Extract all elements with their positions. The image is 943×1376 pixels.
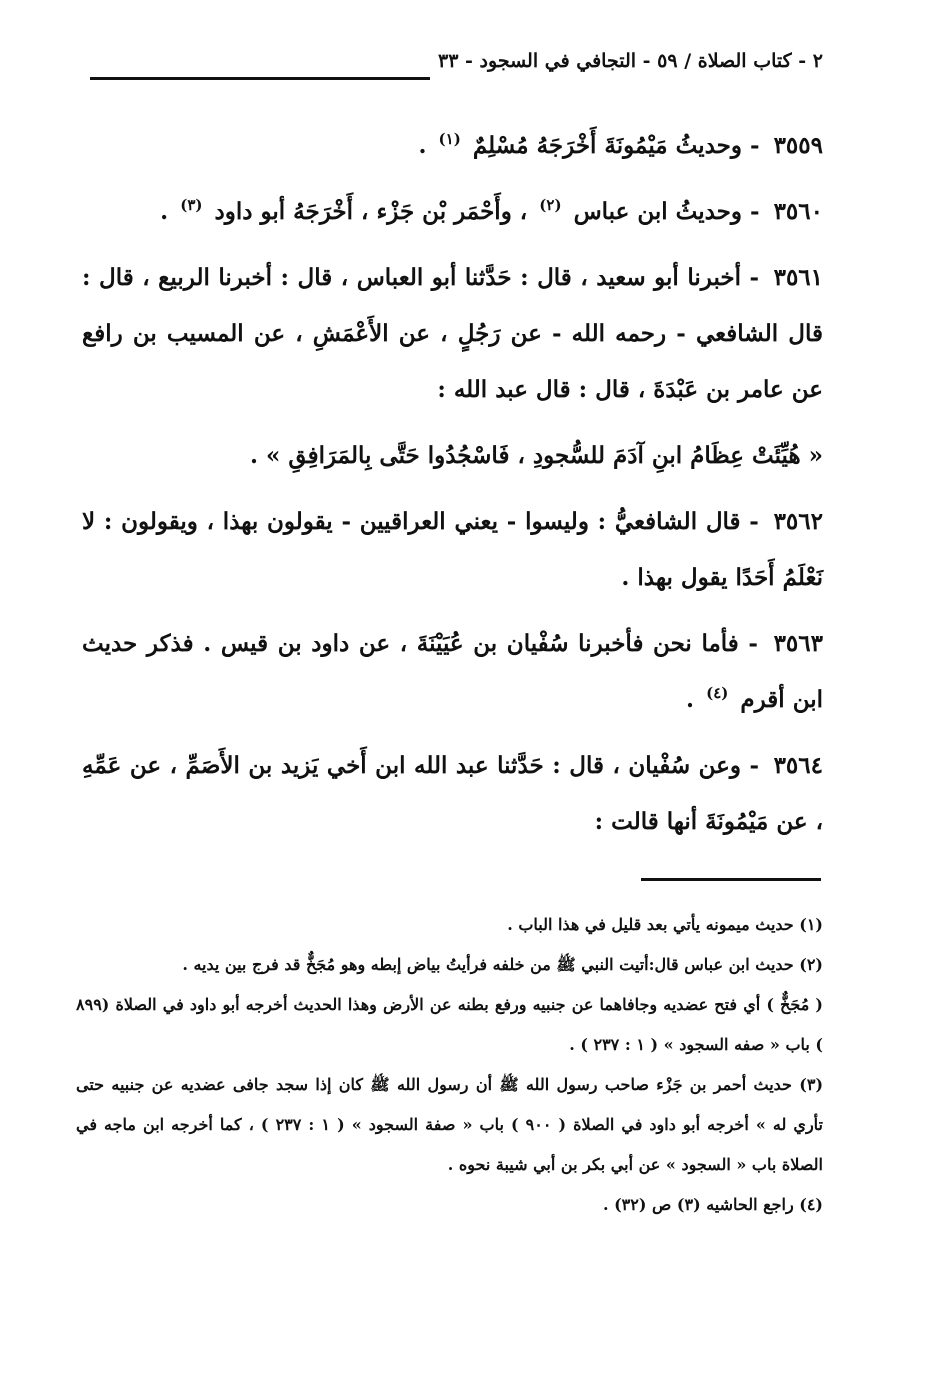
hadith-number: ٣٥٦٣ [773,630,823,657]
paragraph-end: . [418,132,427,159]
paragraph-text: - وحديثُ مَيْمُونَةَ أَخْرَجَهُ مُسْلِمٌ [472,132,760,159]
running-header [90,50,823,84]
paragraph-text: - وعن سُفْيان ، قال : حَدَّثنا عبد الله ابن أَخي يَزيد بن الأَصَمِّ ، عن عَمِّهِ ، عن مَيْمُونَةَ أنها قالت : [82,752,823,835]
paragraph-text: - فأما نحن فأخبرنا سُفْيان بن عُيَيْنَةَ ، عن داود بن قيس . فذكر حديث ابن أقرم [82,630,823,713]
paragraph-end: . [686,686,695,713]
quote-text: « هُيِّئَتْ عِظَامُ ابنِ آدَمَ للسُّجودِ ، فَاسْجُدُوا حَتَّى بِالمَرَافِقِ » . [250,442,823,469]
hadith-quote [82,428,823,484]
footnote-ref[interactable]: (٤) [706,684,729,703]
paragraph-text: - قال الشافعيُّ : وليسوا - يعني العراقيين - يقولون بهذا ، ويقولون : لا نَعْلَمُ أَحَدًا يقول بهذا . [82,508,823,591]
hadith-number: ٣٥٦٠ [773,198,823,225]
hadith-number: ٣٥٦٢ [773,508,823,535]
footnote-2-gloss: ( مُجَخٌّ ) أي فتح عضديه وجافاهما عن جنبيه ورفع بطنه عن الأرض وهذا الحديث أخرجه أبو داود في الصلاة (٨٩٩ ) باب « صفه السجود » ( ١ : ٢٣٧ ) . [76,995,823,1054]
hadith-number: ٣٥٥٩ [773,132,823,159]
paragraph-text-continued: ، وأَحْمَر بْن جَزْء ، أَخْرَجَهُ أبو داود [214,198,528,225]
paragraph-text: - وحديثُ ابن عباس [573,198,760,225]
footnote-ref[interactable]: (٢) [539,196,562,215]
footnote-1: (١) حديث ميمونه يأتي بعد قليل في هذا الباب . [507,915,823,934]
footnote-ref[interactable]: (١) [438,130,461,149]
footnote-ref[interactable]: (٣) [180,196,203,215]
hadith-number: ٣٥٦٤ [773,752,823,779]
footnote-4: (٤) راجع الحاشيه (٣) ص (٣٢) . [602,1195,823,1214]
paragraph-3560 [82,184,823,240]
footnote-2: (٢) حديث ابن عباس قال:أتيت النبي ﷺ من خلفه فرأيتُ بياض إبطه وهو مُجَخٌّ قد فرج بين يديه . [182,955,823,974]
hadith-number: ٣٥٦١ [773,264,824,291]
paragraph-3559 [82,118,823,174]
paragraph-end: . [160,198,169,225]
main-text [82,118,823,860]
paragraph-text: - أخبرنا أبو سعيد ، قال : حَدَّثنا أبو العباس ، قال : أخبرنا الربيع ، قال : قال الشافعي - رحمه الله - عن رَجُلٍ ، عن الأَعْمَشِ ، عن المسيب بن رافع عن عامر بن عَبْدَةَ ، قال : قال عبد الله : [82,264,823,403]
footnotes [76,905,823,1225]
paragraph-3561 [82,250,823,418]
paragraph-3562 [82,494,823,606]
footnote-separator [641,878,821,881]
paragraph-3563 [82,616,823,728]
header-title: ٢ - كتاب الصلاة / ٥٩ - التجافي في السجود - ٣٣ [438,50,823,72]
paragraph-3564 [82,738,823,850]
footnote-3: (٣) حديث أحمر بن جَزْء صاحب رسول الله ﷺ أن رسول الله ﷺ كان إذا سجد جافى عضديه عن جنبيه حتى تأري له » أخرجه أبو داود في الصلاة ( ٩٠٠ ) باب « صفة السجود » ( ١ : ٢٣٧ ) ، كما أخرجه ابن ماجه في الصلاة باب « السجود » عن أبي بكر بن أبي شيبة نحوه . [76,1075,824,1174]
header-rule [90,77,430,80]
